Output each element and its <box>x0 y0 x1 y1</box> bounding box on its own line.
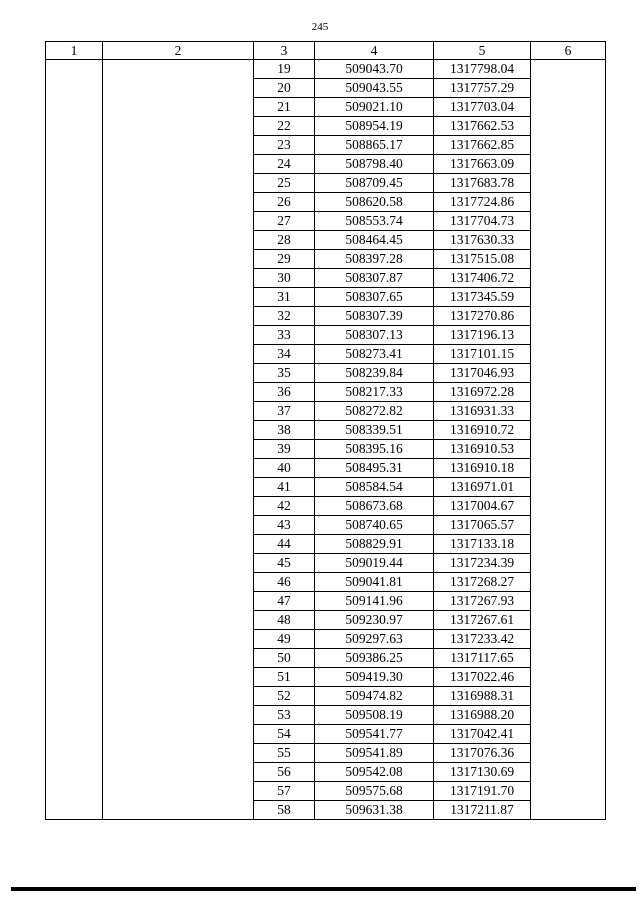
y-coordinate-cell: 1316931.33 <box>434 402 531 421</box>
x-coordinate-cell: 508397.28 <box>315 250 434 269</box>
x-coordinate-cell: 508395.16 <box>315 440 434 459</box>
col-1-cell <box>46 60 103 820</box>
x-coordinate-cell: 509631.38 <box>315 801 434 820</box>
x-coordinate-cell: 509474.82 <box>315 687 434 706</box>
point-number-cell: 35 <box>254 364 315 383</box>
y-coordinate-cell: 1317270.86 <box>434 307 531 326</box>
point-number-cell: 19 <box>254 60 315 79</box>
point-number-cell: 29 <box>254 250 315 269</box>
y-coordinate-cell: 1317076.36 <box>434 744 531 763</box>
x-coordinate-cell: 508217.33 <box>315 383 434 402</box>
header-col-1: 1 <box>46 42 103 60</box>
x-coordinate-cell: 509542.08 <box>315 763 434 782</box>
table-body <box>46 60 606 820</box>
point-number-cell: 24 <box>254 155 315 174</box>
y-coordinate-cell: 1317233.42 <box>434 630 531 649</box>
point-number-cell: 47 <box>254 592 315 611</box>
y-coordinate-cell: 1317630.33 <box>434 231 531 250</box>
x-coordinate-cell: 508829.91 <box>315 535 434 554</box>
point-number-cell: 51 <box>254 668 315 687</box>
point-number-cell: 31 <box>254 288 315 307</box>
point-number-cell: 30 <box>254 269 315 288</box>
y-coordinate-cell: 1317117.65 <box>434 649 531 668</box>
x-coordinate-cell: 509575.68 <box>315 782 434 801</box>
bottom-divider <box>11 887 636 891</box>
x-coordinate-cell: 508272.82 <box>315 402 434 421</box>
point-number-cell: 25 <box>254 174 315 193</box>
header-col-6: 6 <box>531 42 606 60</box>
point-number-cell: 37 <box>254 402 315 421</box>
y-coordinate-cell: 1317046.93 <box>434 364 531 383</box>
point-number-cell: 43 <box>254 516 315 535</box>
y-coordinate-cell: 1316988.31 <box>434 687 531 706</box>
y-coordinate-cell: 1316910.72 <box>434 421 531 440</box>
x-coordinate-cell: 509297.63 <box>315 630 434 649</box>
point-number-cell: 55 <box>254 744 315 763</box>
table-row <box>46 60 606 79</box>
point-number-cell: 42 <box>254 497 315 516</box>
x-coordinate-cell: 508620.58 <box>315 193 434 212</box>
y-coordinate-cell: 1317662.53 <box>434 117 531 136</box>
x-coordinate-cell: 508495.31 <box>315 459 434 478</box>
x-coordinate-cell: 508239.84 <box>315 364 434 383</box>
x-coordinate-cell: 508954.19 <box>315 117 434 136</box>
x-coordinate-cell: 509230.97 <box>315 611 434 630</box>
y-coordinate-cell: 1317234.39 <box>434 554 531 573</box>
point-number-cell: 34 <box>254 345 315 364</box>
x-coordinate-cell: 508798.40 <box>315 155 434 174</box>
x-coordinate-cell: 508307.39 <box>315 307 434 326</box>
point-number-cell: 36 <box>254 383 315 402</box>
header-col-3: 3 <box>254 42 315 60</box>
x-coordinate-cell: 509541.89 <box>315 744 434 763</box>
point-number-cell: 41 <box>254 478 315 497</box>
page-number: 245 <box>311 21 329 33</box>
x-coordinate-cell: 509419.30 <box>315 668 434 687</box>
x-coordinate-cell: 508273.41 <box>315 345 434 364</box>
y-coordinate-cell: 1317130.69 <box>434 763 531 782</box>
x-coordinate-cell: 509141.96 <box>315 592 434 611</box>
y-coordinate-cell: 1317267.93 <box>434 592 531 611</box>
x-coordinate-cell: 508673.68 <box>315 497 434 516</box>
y-coordinate-cell: 1317798.04 <box>434 60 531 79</box>
point-number-cell: 48 <box>254 611 315 630</box>
col-6-cell <box>531 60 606 820</box>
point-number-cell: 26 <box>254 193 315 212</box>
y-coordinate-cell: 1316910.53 <box>434 440 531 459</box>
y-coordinate-cell: 1316988.20 <box>434 706 531 725</box>
y-coordinate-cell: 1317042.41 <box>434 725 531 744</box>
point-number-cell: 39 <box>254 440 315 459</box>
x-coordinate-cell: 509386.25 <box>315 649 434 668</box>
point-number-cell: 40 <box>254 459 315 478</box>
y-coordinate-cell: 1317724.86 <box>434 193 531 212</box>
point-number-cell: 50 <box>254 649 315 668</box>
header-col-4: 4 <box>315 42 434 60</box>
y-coordinate-cell: 1316972.28 <box>434 383 531 402</box>
y-coordinate-cell: 1317662.85 <box>434 136 531 155</box>
x-coordinate-cell: 509019.44 <box>315 554 434 573</box>
x-coordinate-cell: 508865.17 <box>315 136 434 155</box>
header-row <box>46 42 606 60</box>
header-col-2: 2 <box>103 42 254 60</box>
x-coordinate-cell: 508464.45 <box>315 231 434 250</box>
y-coordinate-cell: 1317683.78 <box>434 174 531 193</box>
point-number-cell: 56 <box>254 763 315 782</box>
y-coordinate-cell: 1317757.29 <box>434 79 531 98</box>
x-coordinate-cell: 508307.65 <box>315 288 434 307</box>
x-coordinate-cell: 508584.54 <box>315 478 434 497</box>
point-number-cell: 54 <box>254 725 315 744</box>
x-coordinate-cell: 508307.13 <box>315 326 434 345</box>
point-number-cell: 33 <box>254 326 315 345</box>
x-coordinate-cell: 509541.77 <box>315 725 434 744</box>
point-number-cell: 53 <box>254 706 315 725</box>
y-coordinate-cell: 1317704.73 <box>434 212 531 231</box>
point-number-cell: 21 <box>254 98 315 117</box>
y-coordinate-cell: 1317101.15 <box>434 345 531 364</box>
x-coordinate-cell: 509043.55 <box>315 79 434 98</box>
y-coordinate-cell: 1317065.57 <box>434 516 531 535</box>
col-2-cell <box>103 60 254 820</box>
x-coordinate-cell: 509508.19 <box>315 706 434 725</box>
x-coordinate-cell: 508553.74 <box>315 212 434 231</box>
y-coordinate-cell: 1317663.09 <box>434 155 531 174</box>
x-coordinate-cell: 509021.10 <box>315 98 434 117</box>
y-coordinate-cell: 1317406.72 <box>434 269 531 288</box>
point-number-cell: 57 <box>254 782 315 801</box>
y-coordinate-cell: 1317191.70 <box>434 782 531 801</box>
point-number-cell: 23 <box>254 136 315 155</box>
point-number-cell: 46 <box>254 573 315 592</box>
x-coordinate-cell: 508307.87 <box>315 269 434 288</box>
point-number-cell: 58 <box>254 801 315 820</box>
x-coordinate-cell: 509041.81 <box>315 573 434 592</box>
y-coordinate-cell: 1317133.18 <box>434 535 531 554</box>
header-col-5: 5 <box>434 42 531 60</box>
point-number-cell: 38 <box>254 421 315 440</box>
y-coordinate-cell: 1317267.61 <box>434 611 531 630</box>
y-coordinate-cell: 1317196.13 <box>434 326 531 345</box>
point-number-cell: 52 <box>254 687 315 706</box>
y-coordinate-cell: 1316971.01 <box>434 478 531 497</box>
y-coordinate-cell: 1317004.67 <box>434 497 531 516</box>
point-number-cell: 49 <box>254 630 315 649</box>
point-number-cell: 45 <box>254 554 315 573</box>
y-coordinate-cell: 1317211.87 <box>434 801 531 820</box>
x-coordinate-cell: 508339.51 <box>315 421 434 440</box>
y-coordinate-cell: 1317022.46 <box>434 668 531 687</box>
x-coordinate-cell: 508740.65 <box>315 516 434 535</box>
coordinates-table <box>45 41 606 820</box>
point-number-cell: 28 <box>254 231 315 250</box>
x-coordinate-cell: 508709.45 <box>315 174 434 193</box>
point-number-cell: 20 <box>254 79 315 98</box>
x-coordinate-cell: 509043.70 <box>315 60 434 79</box>
y-coordinate-cell: 1317515.08 <box>434 250 531 269</box>
y-coordinate-cell: 1317703.04 <box>434 98 531 117</box>
point-number-cell: 44 <box>254 535 315 554</box>
y-coordinate-cell: 1316910.18 <box>434 459 531 478</box>
y-coordinate-cell: 1317268.27 <box>434 573 531 592</box>
point-number-cell: 22 <box>254 117 315 136</box>
point-number-cell: 32 <box>254 307 315 326</box>
point-number-cell: 27 <box>254 212 315 231</box>
y-coordinate-cell: 1317345.59 <box>434 288 531 307</box>
